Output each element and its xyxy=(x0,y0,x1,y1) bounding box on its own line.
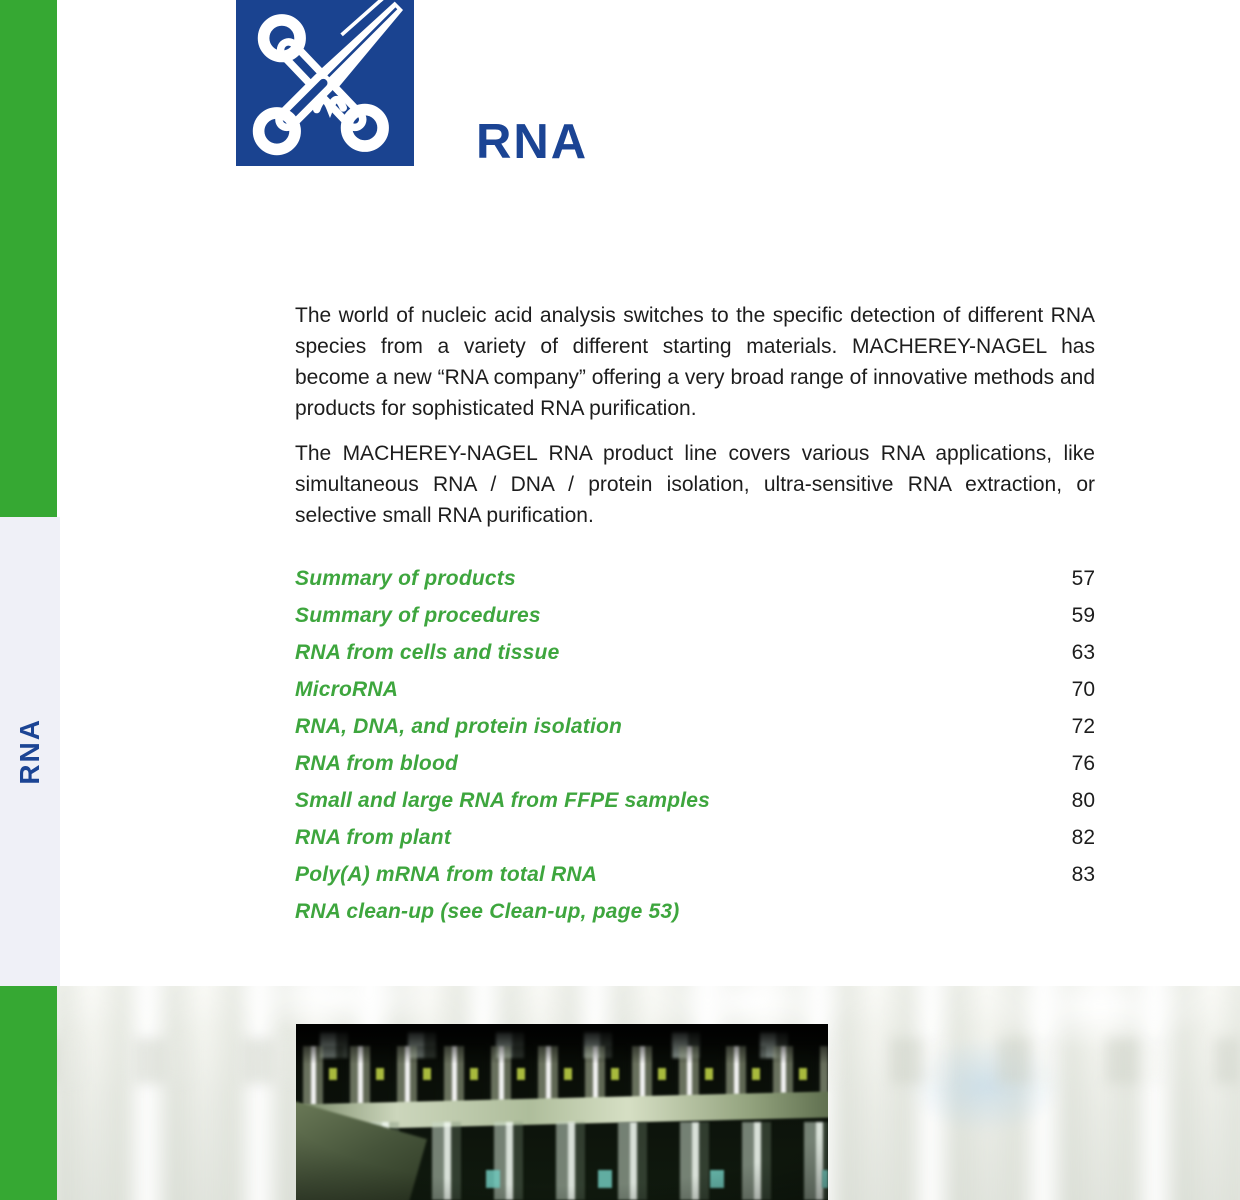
vials-production-photo-image xyxy=(296,1024,828,1200)
page-title: RNA xyxy=(476,115,589,169)
green-bar-top xyxy=(0,0,57,517)
toc-row xyxy=(295,567,1095,604)
intro-paragraph-2: The MACHEREY-NAGEL RNA product line covers various RNA applications, like simultaneous RNA / DNA / protein isolation, ultra-sensitive RNA extraction, or selective small RNA purification. xyxy=(295,442,1095,527)
toc-entry-label: RNA, DNA, and protein isolation xyxy=(295,715,623,738)
toc-entry-label: RNA from blood xyxy=(295,752,458,775)
toc-row xyxy=(295,789,1095,826)
toc-entry-label: MicroRNA xyxy=(295,678,399,701)
brand-logo xyxy=(236,0,414,166)
toc-entry-page: 82 xyxy=(1071,826,1095,849)
toc-entry-label: Summary of products xyxy=(295,567,516,590)
toc-entry-page: 80 xyxy=(1071,789,1095,812)
mn-cross-pipette-icon xyxy=(236,0,414,166)
toc-entry-page: 70 xyxy=(1071,678,1095,701)
toc-entry-page: 83 xyxy=(1071,863,1095,886)
toc-entry-page: 63 xyxy=(1071,641,1095,664)
photo-vignette xyxy=(296,1024,828,1200)
toc-row xyxy=(295,826,1095,863)
toc-entry-label: RNA from plant xyxy=(295,826,452,849)
toc-entry-label: Poly(A) mRNA from total RNA xyxy=(295,863,598,886)
toc-row xyxy=(295,715,1095,752)
table-of-contents xyxy=(295,567,1095,937)
toc-row xyxy=(295,752,1095,789)
toc-entry-page: 59 xyxy=(1071,604,1095,627)
intro-paragraph-1: The world of nucleic acid analysis switches to the specific detection of different RNA species from a variety of different starting materials. MACHEREY-NAGEL has become a new “RNA company” offering a very broad range of innovative methods and products for sophisticated RNA purification. xyxy=(295,304,1095,420)
toc-row xyxy=(295,678,1095,715)
toc-row xyxy=(295,641,1095,678)
toc-entry-page: 57 xyxy=(1071,567,1095,590)
toc-entry-label: RNA from cells and tissue xyxy=(295,641,560,664)
sidebar-chapter-label: RNA xyxy=(14,718,45,785)
toc-entry-page: 72 xyxy=(1071,715,1095,738)
toc-entry-page: 76 xyxy=(1071,752,1095,775)
toc-row xyxy=(295,604,1095,641)
toc-entry-label: Small and large RNA from FFPE samples xyxy=(295,789,711,812)
main-content xyxy=(295,300,1095,937)
toc-row xyxy=(295,863,1095,900)
toc-entry-label: Summary of procedures xyxy=(295,604,541,627)
toc-row xyxy=(295,900,1095,937)
green-bar-bottom xyxy=(0,986,57,1200)
sidebar-tab-strip xyxy=(0,517,60,986)
toc-entry-label: RNA clean-up (see Clean-up, page 53) xyxy=(295,900,680,923)
